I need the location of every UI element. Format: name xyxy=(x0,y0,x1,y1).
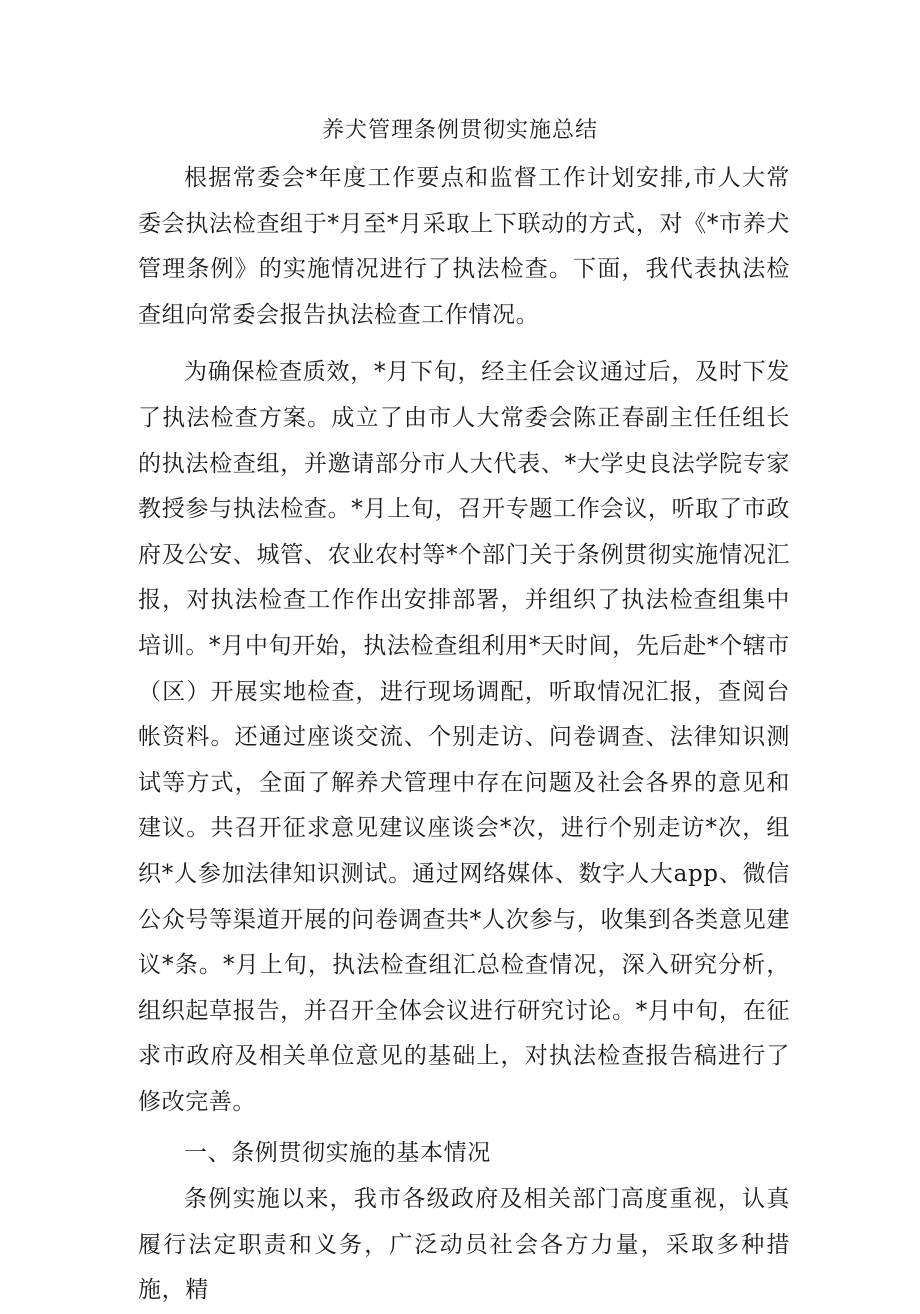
document-title: 养犬管理条例贯彻实施总结 xyxy=(321,118,598,143)
paragraph-section-one: 条例实施以来，我市各级政府及相关部门高度重视，认真履行法定职责和义务，广泛动员社会各方力量，采取多种措施，精 xyxy=(138,1186,790,1304)
paragraph-intro: 根据常委会*年度工作要点和监督工作计划安排,市人大常委会执法检查组于*月至*月采取上下联动的方式，对《*市养犬管理条例》的实施情况进行了执法检查。下面，我代表执法检查组向常委会报告执法检查工作情况。 xyxy=(138,165,790,328)
section-heading: 一、条例贯彻实施的基本情况 xyxy=(184,1140,491,1167)
paragraph-process: 为确保检查质效，*月下旬，经主任会议通过后，及时下发了执法检查方案。成立了由市人大常委会陈正春副主任任组长的执法检查组，并邀请部分市人大代表、*大学史良法学院专家教授参与执法检查。*月上旬，召开专题工作会议，听取了市政府及公安、城管、农业农村等*个部门关于条例贯彻实施情况汇报，对执法检查工作作出安排部署，并组织了执法检查组集中培训。*月中旬开始，执法检查组利用*天时间，先后赴*个辖市（区）开展实地检查，进行现场调配，听取情况汇报，查阅台帐资料。还通过座谈交流、个别走访、问卷调查、法律知识测试等方式，全面了解养犬管理中存在问题及社会各界的意见和建议。共召开征求意见建议座谈会*次，进行个别走访*次，组织*人参加法律知识测试。通过网络媒体、数字人大app、微信公众号等渠道开展的问卷调查共*人次参与，收集到各类意见建议*条。*月上旬，执法检查组汇总检查情况，深入研究分析，组织起草报告，并召开全体会议进行研究讨论。*月中旬，在征求市政府及相关单位意见的基础上，对执法检查报告稿进行了修改完善。 xyxy=(138,359,790,1115)
document-body xyxy=(138,156,790,1314)
